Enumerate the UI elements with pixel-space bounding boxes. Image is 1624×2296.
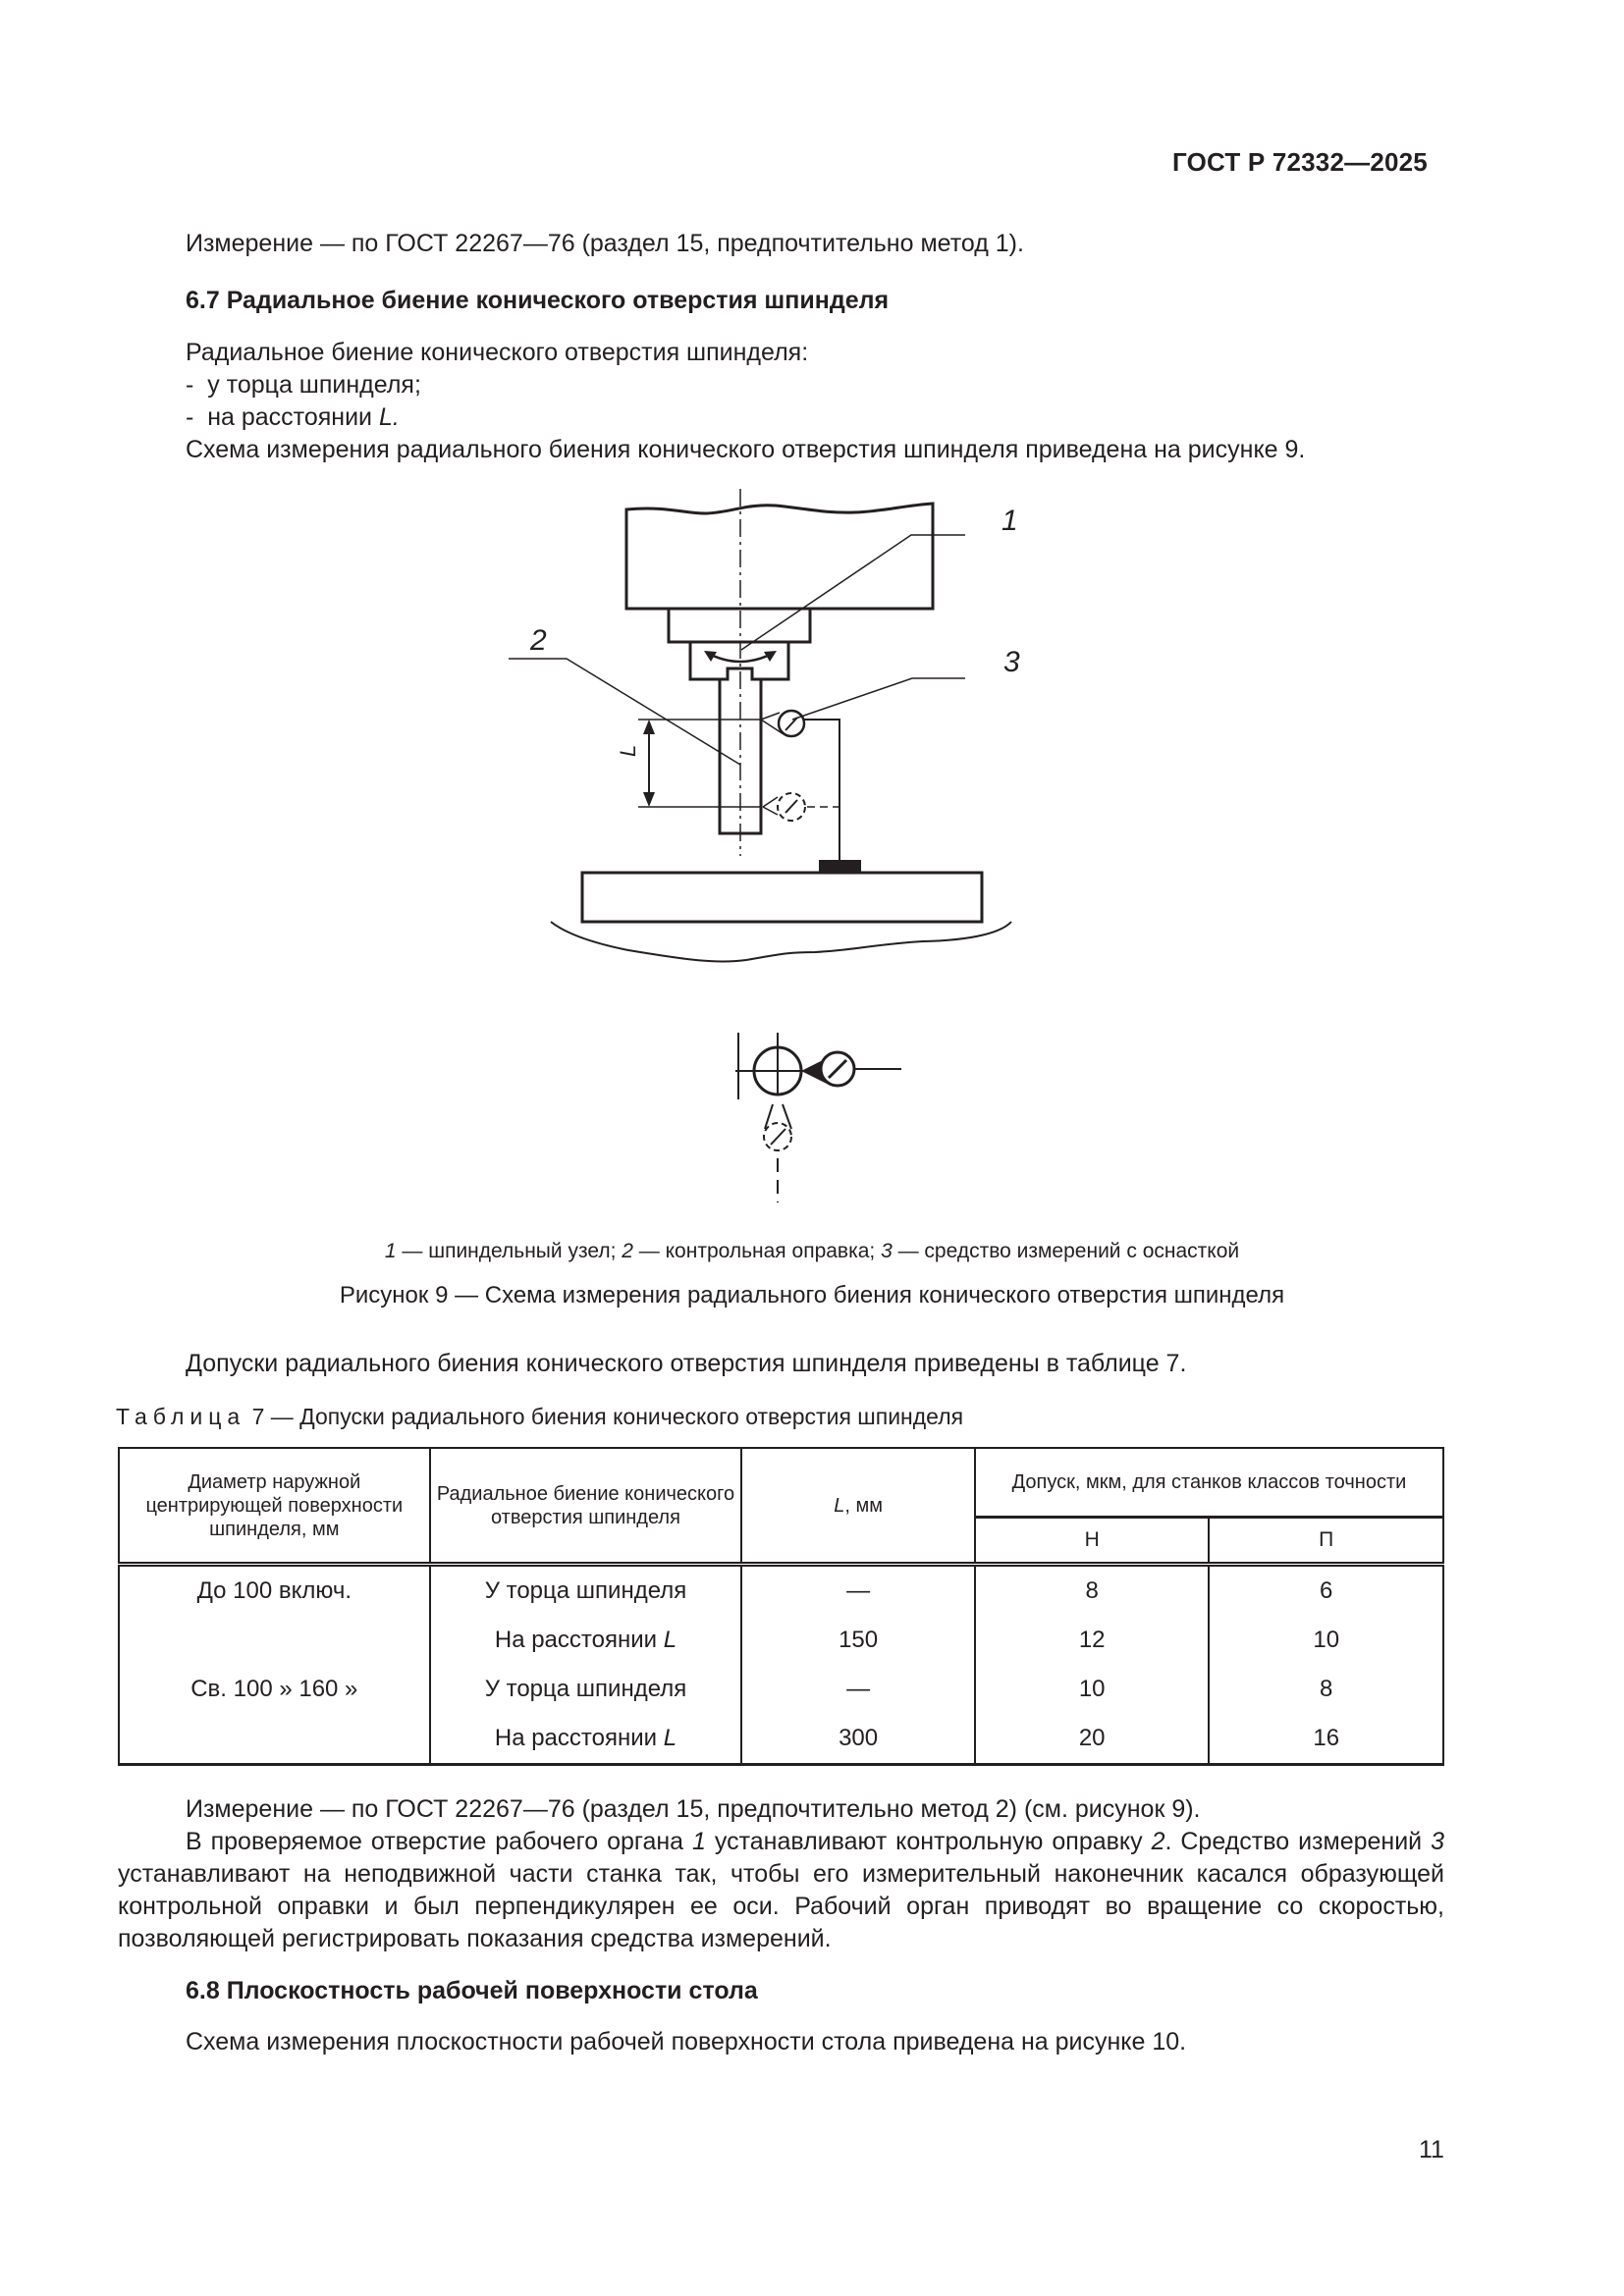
runout-text: На расстоянии xyxy=(494,1725,664,1751)
table-row xyxy=(119,1714,1443,1765)
procedure-paragraph xyxy=(118,1826,1444,1955)
header-tolerance: Допуск, мкм, для станков классов точности xyxy=(975,1448,1443,1518)
header-L-unit: , мм xyxy=(844,1494,883,1517)
legend-num-2: 2 xyxy=(622,1240,633,1262)
dimension-L: L xyxy=(616,744,640,757)
table-label: Таблица xyxy=(116,1404,246,1429)
figure-9-caption: Рисунок 9 — Схема измерения радиального биения конического отверстия шпинделя xyxy=(339,1282,1285,1308)
proc-ref-3: 3 xyxy=(1431,1828,1444,1855)
cell-L: 300 xyxy=(741,1714,975,1765)
cell-diameter: Св. 100 » 160 » xyxy=(119,1665,430,1714)
table-7 xyxy=(118,1447,1444,1766)
table-row xyxy=(119,1616,1443,1665)
cell-L: 150 xyxy=(741,1616,975,1665)
tolerance-reference: Допуски радиального биения конического отверстия шпинделя приведены в таблице 7. xyxy=(186,1350,1187,1377)
header-L-var: L xyxy=(834,1494,845,1517)
scheme-reference-fig9: Схема измерения радиального биения конического отверстия шпинделя приведена на рисунке 9. xyxy=(186,436,1306,463)
legend-num-3: 3 xyxy=(881,1240,893,1262)
header-class-p: П xyxy=(1209,1518,1443,1565)
figure-9-diagram xyxy=(491,481,1100,1247)
cell-diameter xyxy=(119,1714,430,1765)
proc-text-d: устанавливают на неподвижной части станка так, чтобы его измерительный наконечник касался образующей контрольной оправки и был перпендикулярен ее оси. Рабочий орган приводят во вращение со скоростью, позволяющей регистрировать показания средства измерений. xyxy=(118,1860,1444,1952)
cell-diameter xyxy=(119,1616,430,1665)
cell-h: 20 xyxy=(975,1714,1210,1765)
proc-text-b: устанавливают контрольную оправку xyxy=(705,1828,1152,1855)
list-item-end: - у торца шпинделя; xyxy=(186,371,421,399)
proc-ref-2: 2 xyxy=(1151,1828,1165,1855)
cell-runout xyxy=(430,1714,742,1765)
scheme-reference-fig10: Схема измерения плоскостности рабочей поверхности стола приведена на рисунке 10. xyxy=(186,2028,1187,2056)
runout-var: L xyxy=(663,1725,677,1751)
cell-L: — xyxy=(741,1565,975,1617)
cell-runout xyxy=(430,1616,742,1665)
measurement-method-1: Измерение — по ГОСТ 22267—76 (раздел 15, предпочтительно метод 1). xyxy=(186,230,1024,257)
figure-9-legend xyxy=(0,1240,1624,1263)
cell-h: 12 xyxy=(975,1616,1210,1665)
legend-num-1: 1 xyxy=(384,1240,397,1262)
table-title-text: 7 — Допуски радиального биения конического отверстия шпинделя xyxy=(245,1404,964,1429)
cell-p: 6 xyxy=(1209,1565,1443,1617)
cell-runout xyxy=(430,1565,742,1617)
table-row xyxy=(119,1665,1443,1714)
cell-runout xyxy=(430,1665,742,1714)
measurement-method-2: Измерение — по ГОСТ 22267—76 (раздел 15, предпочтительно метод 2) (см. рисунок 9). xyxy=(186,1795,1201,1823)
callout-2: 2 xyxy=(530,624,547,657)
callout-3: 3 xyxy=(1003,646,1020,678)
document-id: ГОСТ Р 72332—2025 xyxy=(1172,147,1428,177)
runout-text: На расстоянии xyxy=(494,1627,664,1653)
cell-p: 8 xyxy=(1209,1665,1443,1714)
proc-ref-1: 1 xyxy=(692,1828,706,1855)
table-row xyxy=(119,1565,1443,1617)
cell-L: — xyxy=(741,1665,975,1714)
header-class-h: Н xyxy=(975,1518,1210,1565)
cell-diameter: До 100 включ. xyxy=(119,1565,430,1617)
variable-L: L. xyxy=(378,403,400,431)
runout-text: У торца шпинделя xyxy=(484,1577,687,1604)
runout-text: У торца шпинделя xyxy=(484,1676,687,1702)
legend-text-1: — шпиндельный узел; xyxy=(396,1240,623,1262)
list-item-text: - на расстоянии xyxy=(186,403,379,431)
runout-var: L xyxy=(663,1627,677,1653)
list-item-distance xyxy=(186,401,400,434)
section-6-8-title: 6.8 Плоскостность рабочей поверхности стола xyxy=(186,1977,758,2004)
cell-h: 10 xyxy=(975,1665,1210,1714)
cell-h: 8 xyxy=(975,1565,1210,1617)
table-7-title xyxy=(116,1404,963,1430)
header-diameter: Диаметр наружной центрирующей поверхности шпинделя, мм xyxy=(119,1448,430,1565)
section-6-7-title: 6.7 Радиальное биение конического отверстия шпинделя xyxy=(186,287,890,314)
cell-p: 16 xyxy=(1209,1714,1443,1765)
proc-text-c: . Средство измерений xyxy=(1164,1828,1432,1855)
header-L xyxy=(741,1448,975,1565)
section-6-7-intro: Радиальное биение конического отверстия шпинделя: xyxy=(186,339,809,366)
proc-text-a: В проверяемое отверстие рабочего органа xyxy=(186,1828,693,1855)
cell-p: 10 xyxy=(1209,1616,1443,1665)
header-runout: Радиальное биение конического отверстия шпинделя xyxy=(430,1448,742,1565)
callout-1: 1 xyxy=(1001,505,1018,537)
page-number: 11 xyxy=(1419,2136,1444,2163)
legend-text-3: — средство измерений с оснасткой xyxy=(892,1240,1240,1262)
legend-text-2: — контрольная оправка; xyxy=(632,1240,882,1262)
